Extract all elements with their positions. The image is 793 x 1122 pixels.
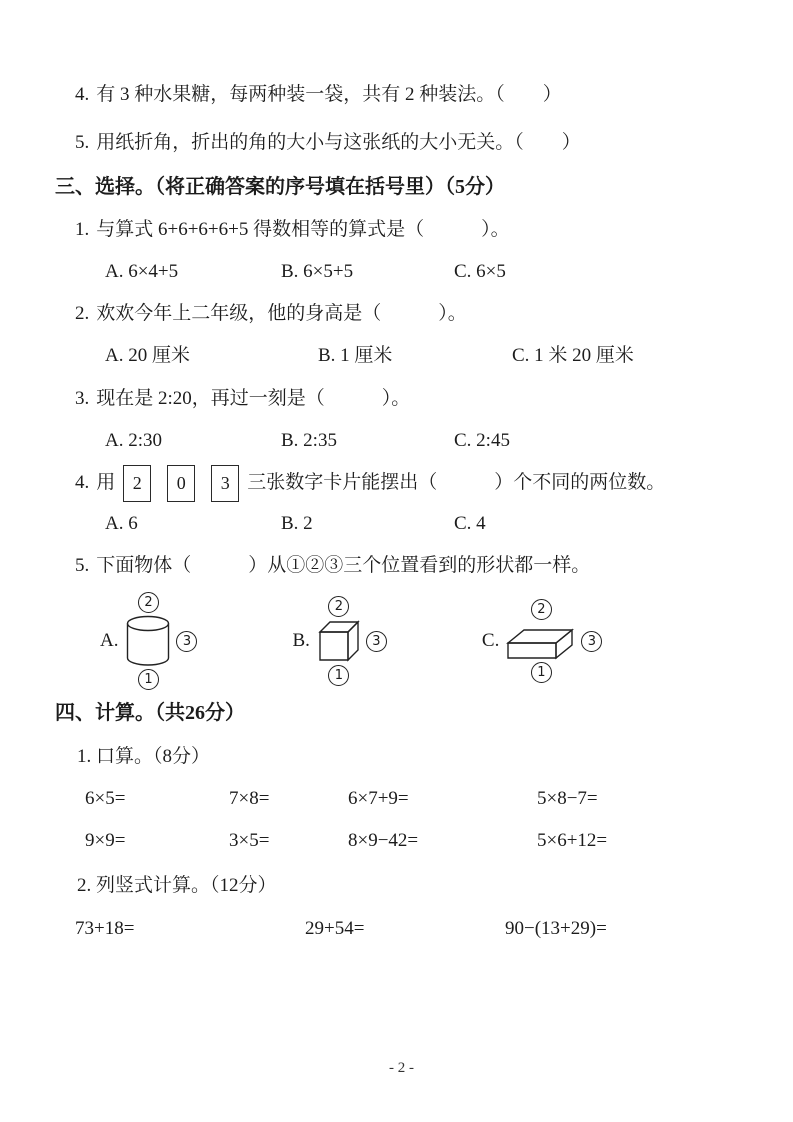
question-text: 下面物体（ ）从①②③三个位置看到的形状都一样。 bbox=[96, 555, 591, 576]
item-text: 有 3 种水果糖，每两种装一袋，共有 2 种装法。（ ） bbox=[96, 84, 562, 105]
option-c: C. 1 米 20 厘米 bbox=[512, 345, 634, 366]
section-calc-title: 四、计算。（共26分） bbox=[55, 702, 245, 724]
choice-q4-options bbox=[105, 511, 748, 537]
shape-option-b bbox=[292, 596, 386, 686]
view-label-top: 2 bbox=[328, 596, 349, 617]
written-calc-item: 29+54= bbox=[305, 918, 365, 939]
oral-calc-row-2 bbox=[85, 828, 748, 854]
question-text: 与算式 6+6+6+6+5 得数相等的算式是（ ）。 bbox=[96, 219, 510, 240]
item-text: 用纸折角，折出的角的大小与这张纸的大小无关。（ ） bbox=[96, 132, 581, 153]
written-calc-label: 2. 列竖式计算。（12分） bbox=[77, 875, 277, 896]
question-number: 2. bbox=[75, 303, 90, 324]
option-a: A. 6×4+5 bbox=[105, 261, 179, 282]
oral-calc-item: 3×5= bbox=[229, 830, 270, 851]
shape-label: B. bbox=[292, 630, 310, 651]
choice-q2-line bbox=[75, 301, 748, 327]
cuboid-drawing bbox=[506, 622, 576, 660]
option-a: A. 2:30 bbox=[105, 430, 162, 451]
option-c: C. 4 bbox=[454, 513, 486, 534]
page-number: - 2 - bbox=[389, 1060, 414, 1076]
written-calc-row bbox=[75, 916, 748, 942]
shape-label: A. bbox=[100, 630, 119, 651]
question-number: 4. bbox=[75, 472, 90, 493]
item-number: 5. bbox=[75, 132, 90, 153]
view-label-bottom: 1 bbox=[138, 669, 159, 690]
question-prefix: 用 bbox=[96, 472, 116, 493]
item-number: 4. bbox=[75, 84, 90, 105]
judge-item-5 bbox=[75, 130, 748, 156]
digit-card: 0 bbox=[167, 465, 195, 502]
view-label-bottom: 1 bbox=[531, 662, 552, 683]
oral-calc-row-1 bbox=[85, 786, 748, 812]
choice-q3-line bbox=[75, 386, 748, 412]
shapes-row bbox=[100, 593, 748, 689]
question-suffix: 三张数字卡片能摆出（ ）个不同的两位数。 bbox=[247, 472, 666, 493]
oral-calc-item: 5×6+12= bbox=[537, 830, 608, 851]
choice-q5-line bbox=[75, 553, 748, 579]
written-calc-item: 90−(13+29)= bbox=[505, 918, 607, 939]
choice-q3-options bbox=[105, 428, 748, 454]
cube-drawing bbox=[317, 619, 361, 663]
question-number: 1. bbox=[75, 219, 90, 240]
option-b: B. 6×5+5 bbox=[281, 261, 354, 282]
view-label-right: 3 bbox=[366, 631, 387, 652]
view-label-bottom: 1 bbox=[328, 665, 349, 686]
choice-q4-line bbox=[75, 463, 748, 503]
option-c: C. 2:45 bbox=[454, 430, 510, 451]
choice-q1-options bbox=[105, 259, 748, 285]
oral-calc-item: 6×7+9= bbox=[348, 788, 409, 809]
written-calc-item: 73+18= bbox=[75, 918, 135, 939]
option-b: B. 1 厘米 bbox=[318, 345, 393, 366]
question-text: 欢欢今年上二年级，他的身高是（ ）。 bbox=[96, 303, 467, 324]
cylinder-drawing bbox=[125, 615, 171, 667]
digit-card: 3 bbox=[211, 465, 239, 502]
option-a: A. 6 bbox=[105, 513, 138, 534]
view-label-right: 3 bbox=[176, 631, 197, 652]
choice-q1-line bbox=[75, 217, 748, 243]
option-c: C. 6×5 bbox=[454, 261, 506, 282]
question-number: 5. bbox=[75, 555, 90, 576]
view-label-top: 2 bbox=[138, 592, 159, 613]
question-text: 现在是 2:20，再过一刻是（ ）。 bbox=[96, 388, 411, 409]
oral-calc-item: 7×8= bbox=[229, 788, 270, 809]
option-b: B. 2:35 bbox=[281, 430, 337, 451]
judge-item-4 bbox=[75, 82, 748, 108]
option-b: B. 2 bbox=[281, 513, 313, 534]
option-a: A. 20 厘米 bbox=[105, 345, 190, 366]
section-choice-title: 三、选择。（将正确答案的序号填在括号里）（5分） bbox=[55, 176, 505, 198]
oral-calc-item: 9×9= bbox=[85, 830, 126, 851]
view-label-top: 2 bbox=[531, 599, 552, 620]
oral-calc-item: 6×5= bbox=[85, 788, 126, 809]
oral-calc-label: 1. 口算。（8分） bbox=[77, 746, 211, 767]
choice-q2-options bbox=[105, 343, 748, 369]
question-number: 3. bbox=[75, 388, 90, 409]
shape-label: C. bbox=[481, 630, 500, 651]
shape-option-a bbox=[100, 592, 197, 690]
view-label-right: 3 bbox=[581, 631, 602, 652]
shape-option-c bbox=[482, 599, 602, 683]
oral-calc-item: 5×8−7= bbox=[537, 788, 598, 809]
digit-card: 2 bbox=[123, 465, 151, 502]
oral-calc-item: 8×9−42= bbox=[348, 830, 419, 851]
